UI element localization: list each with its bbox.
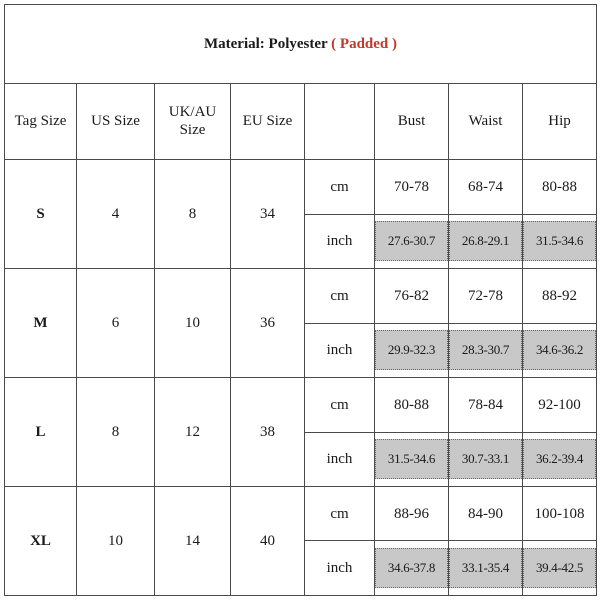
size-chart: [4, 4, 596, 596]
us-size-cell: 6: [77, 269, 155, 378]
header-ukau-line1: UK/AU: [168, 104, 217, 121]
bust-inch-cell-value: 31.5-34.6: [375, 439, 448, 479]
waist-cm-cell: 68-74: [449, 160, 523, 214]
unit-inch-cell: inch: [305, 541, 375, 596]
header-ukau-line2: Size: [179, 122, 206, 139]
waist-inch-cell: [449, 214, 523, 268]
ukau-size-cell: 14: [155, 487, 231, 596]
hip-inch-cell-value: 31.5-34.6: [523, 221, 596, 261]
ukau-size-cell: 12: [155, 378, 231, 487]
waist-inch-cell-value: 26.8-29.1: [449, 221, 522, 261]
hip-inch-cell: [523, 432, 597, 486]
tag-size-cell: M: [5, 269, 77, 378]
unit-cm-cell: cm: [305, 269, 375, 323]
header-unit: [305, 83, 375, 160]
material-label: Material: Polyester: [204, 35, 328, 52]
header-bust: Bust: [375, 83, 449, 160]
eu-size-cell: 36: [231, 269, 305, 378]
waist-inch-cell-value: 30.7-33.1: [449, 439, 522, 479]
bust-inch-cell: [375, 541, 449, 596]
waist-inch-cell: [449, 323, 523, 377]
eu-size-cell: 38: [231, 378, 305, 487]
waist-inch-cell: [449, 432, 523, 486]
us-size-cell: 8: [77, 378, 155, 487]
table-row: [5, 487, 597, 541]
tag-size-cell: XL: [5, 487, 77, 596]
table-row: [5, 269, 597, 323]
tag-size-cell: S: [5, 160, 77, 269]
padded-note: ( Padded ): [331, 35, 398, 52]
unit-cm-cell: cm: [305, 487, 375, 541]
hip-inch-cell-value: 39.4-42.5: [523, 548, 596, 588]
hip-cm-cell: 100-108: [523, 487, 597, 541]
us-size-cell: 4: [77, 160, 155, 269]
table-row: [5, 160, 597, 214]
unit-cm-cell: cm: [305, 378, 375, 432]
header-tag-size: Tag Size: [5, 83, 77, 160]
hip-inch-cell: [523, 214, 597, 268]
unit-cm-cell: cm: [305, 160, 375, 214]
eu-size-cell: 40: [231, 487, 305, 596]
hip-inch-cell-value: 36.2-39.4: [523, 439, 596, 479]
bust-cm-cell: 80-88: [375, 378, 449, 432]
header-hip: Hip: [523, 83, 597, 160]
waist-cm-cell: 78-84: [449, 378, 523, 432]
bust-inch-cell: [375, 323, 449, 377]
hip-cm-cell: 80-88: [523, 160, 597, 214]
waist-inch-cell-value: 28.3-30.7: [449, 330, 522, 370]
waist-inch-cell-value: 33.1-35.4: [449, 548, 522, 588]
hip-inch-cell: [523, 323, 597, 377]
eu-size-cell: 34: [231, 160, 305, 269]
bust-inch-cell-value: 29.9-32.3: [375, 330, 448, 370]
ukau-size-cell: 8: [155, 160, 231, 269]
header-eu-size: EU Size: [231, 83, 305, 160]
header-us-size: US Size: [77, 83, 155, 160]
hip-cm-cell: 92-100: [523, 378, 597, 432]
header-row: [5, 83, 597, 160]
bust-inch-cell: [375, 214, 449, 268]
bust-cm-cell: 70-78: [375, 160, 449, 214]
hip-inch-cell-value: 34.6-36.2: [523, 330, 596, 370]
header-ukau-size: [155, 83, 231, 160]
waist-cm-cell: 84-90: [449, 487, 523, 541]
bust-inch-cell-value: 34.6-37.8: [375, 548, 448, 588]
ukau-size-cell: 10: [155, 269, 231, 378]
material-title: [5, 5, 597, 84]
waist-inch-cell: [449, 541, 523, 596]
waist-cm-cell: 72-78: [449, 269, 523, 323]
title-row: [5, 5, 597, 84]
bust-cm-cell: 76-82: [375, 269, 449, 323]
bust-cm-cell: 88-96: [375, 487, 449, 541]
bust-inch-cell-value: 27.6-30.7: [375, 221, 448, 261]
table-row: [5, 378, 597, 432]
size-table: [4, 4, 597, 596]
unit-inch-cell: inch: [305, 214, 375, 268]
us-size-cell: 10: [77, 487, 155, 596]
tag-size-cell: L: [5, 378, 77, 487]
bust-inch-cell: [375, 432, 449, 486]
header-waist: Waist: [449, 83, 523, 160]
hip-cm-cell: 88-92: [523, 269, 597, 323]
hip-inch-cell: [523, 541, 597, 596]
unit-inch-cell: inch: [305, 432, 375, 486]
unit-inch-cell: inch: [305, 323, 375, 377]
